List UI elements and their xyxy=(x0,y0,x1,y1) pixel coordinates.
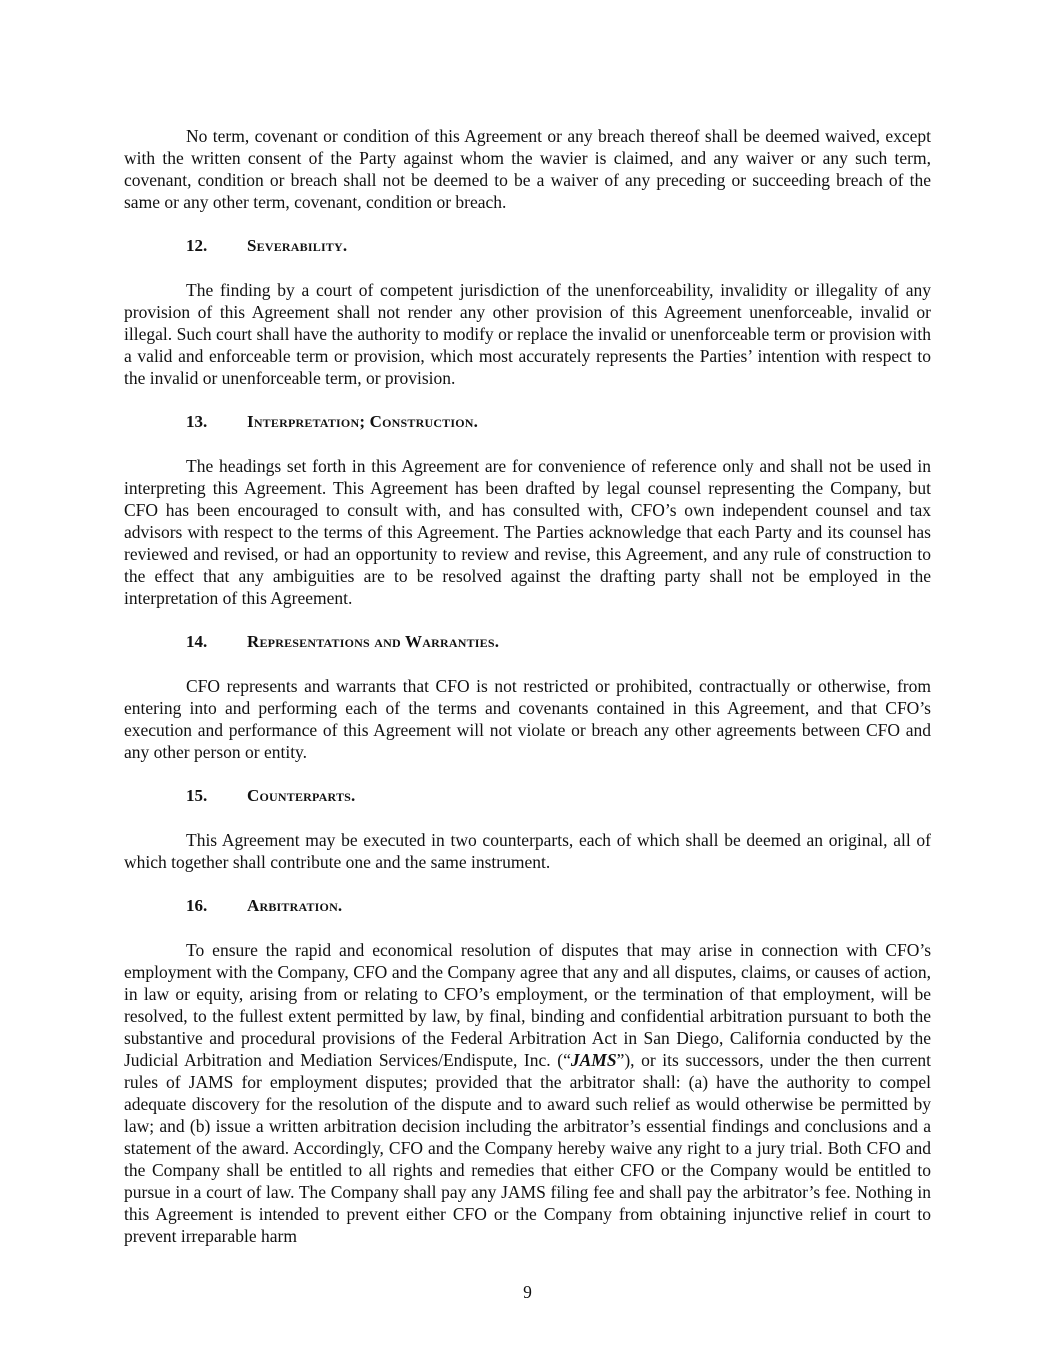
section-title: Representations and Warranties. xyxy=(247,632,500,651)
section-13-body: The headings set forth in this Agreement are for convenience of reference only and shall not be used in interpreting this Agreement. This Agreement has been drafted by legal counsel representing the Company, but CFO has been encouraged to consult with, and has consulted with, CFO’s own independent counsel and tax advisors with respect to the terms of this Agreement. The Parties acknowledge that each Party and its counsel has reviewed and revised, or had an opportunity to review and revise, this Agreement, and any rule of construction to the effect that any ambiguities are to be resolved against the drafting party shall not be employed in the interpretation of this Agreement. xyxy=(124,456,931,608)
section-title: Interpretation; Construction. xyxy=(247,412,479,431)
section-title: Severability. xyxy=(247,236,348,255)
arbitration-text-after: ”), or its successors, under the then current rules of JAMS for employment disputes; provided that the arbitrator shall: (a) have the authority to compel adequate discovery for the resolution of the dispute and to award such relief as would otherwise be permitted by law; and (b) issue a written arbitration decision including the arbitrator’s essential findings and conclusions and a statement of the award. Accordingly, CFO and the Company hereby waive any right to a jury trial. Both CFO and the Company shall be entitled to all rights and remedies that either CFO or the Company would be entitled to pursue in a court of law. The Company shall pay any JAMS filing fee and shall pay the arbitrator’s fee. Nothing in this Agreement is intended to prevent either CFO or the Company from obtaining injunctive relief in court to prevent irreparable harm xyxy=(124,1050,931,1246)
section-number: 13. xyxy=(186,412,208,431)
document-body xyxy=(124,125,931,1247)
section-14-heading xyxy=(124,631,931,653)
section-title: Counterparts. xyxy=(247,786,356,805)
section-12-body: The finding by a court of competent jurisdiction of the unenforceability, invalidity or illegality of any provision of this Agreement shall not render any other provision of this Agreement unenforceable, invalid or illegal. Such court shall have the authority to modify or replace the invalid or unenforceable term or provision with a valid and enforceable term or provision, which most accurately represents the Parties’ intention with respect to the invalid or unenforceable term, or provision. xyxy=(124,280,931,388)
section-number: 16. xyxy=(186,896,208,915)
section-14-body: CFO represents and warrants that CFO is not restricted or prohibited, contractually or otherwise, from entering into and performing each of the terms and covenants contained in this Agreement, and that CFO’s execution and performance of this Agreement will not violate or breach any other agreements between CFO and any other person or entity. xyxy=(124,676,931,762)
section-16-heading xyxy=(124,895,931,917)
section-13-heading xyxy=(124,411,931,433)
section-number: 14. xyxy=(186,632,208,651)
page-number: 9 xyxy=(523,1282,532,1302)
section-16-body xyxy=(124,939,931,1247)
waiver-paragraph: No term, covenant or condition of this Agreement or any breach thereof shall be deemed waived, except with the written consent of the Party against whom the wavier is claimed, and any waiver or any such term, covenant, condition or breach shall not be deemed to be a waiver of any preceding or succeeding breach of the same or any other term, covenant, condition or breach. xyxy=(124,126,931,212)
section-15-heading xyxy=(124,785,931,807)
section-number: 12. xyxy=(186,236,208,255)
arbitration-text-before: To ensure the rapid and economical resolution of disputes that may arise in connection with CFO’s employment with the Company, CFO and the Company agree that any and all disputes, claims, or causes of action, in law or equity, arising from or relating to CFO’s employment, or the termination of that employment, will be resolved, to the fullest extent permitted by law, by final, binding and confidential arbitration pursuant to both the substantive and procedural provisions of the Federal Arbitration Act in San Diego, California conducted by the Judicial Arbitration and Mediation Services/Endispute, Inc. (“ xyxy=(124,940,931,1070)
section-title: Arbitration. xyxy=(247,896,343,915)
defined-term-jams: JAMS xyxy=(570,1050,617,1070)
section-12-heading xyxy=(124,235,931,257)
section-15-body: This Agreement may be executed in two counterparts, each of which shall be deemed an original, all of which together shall contribute one and the same instrument. xyxy=(124,830,931,872)
section-number: 15. xyxy=(186,786,208,805)
